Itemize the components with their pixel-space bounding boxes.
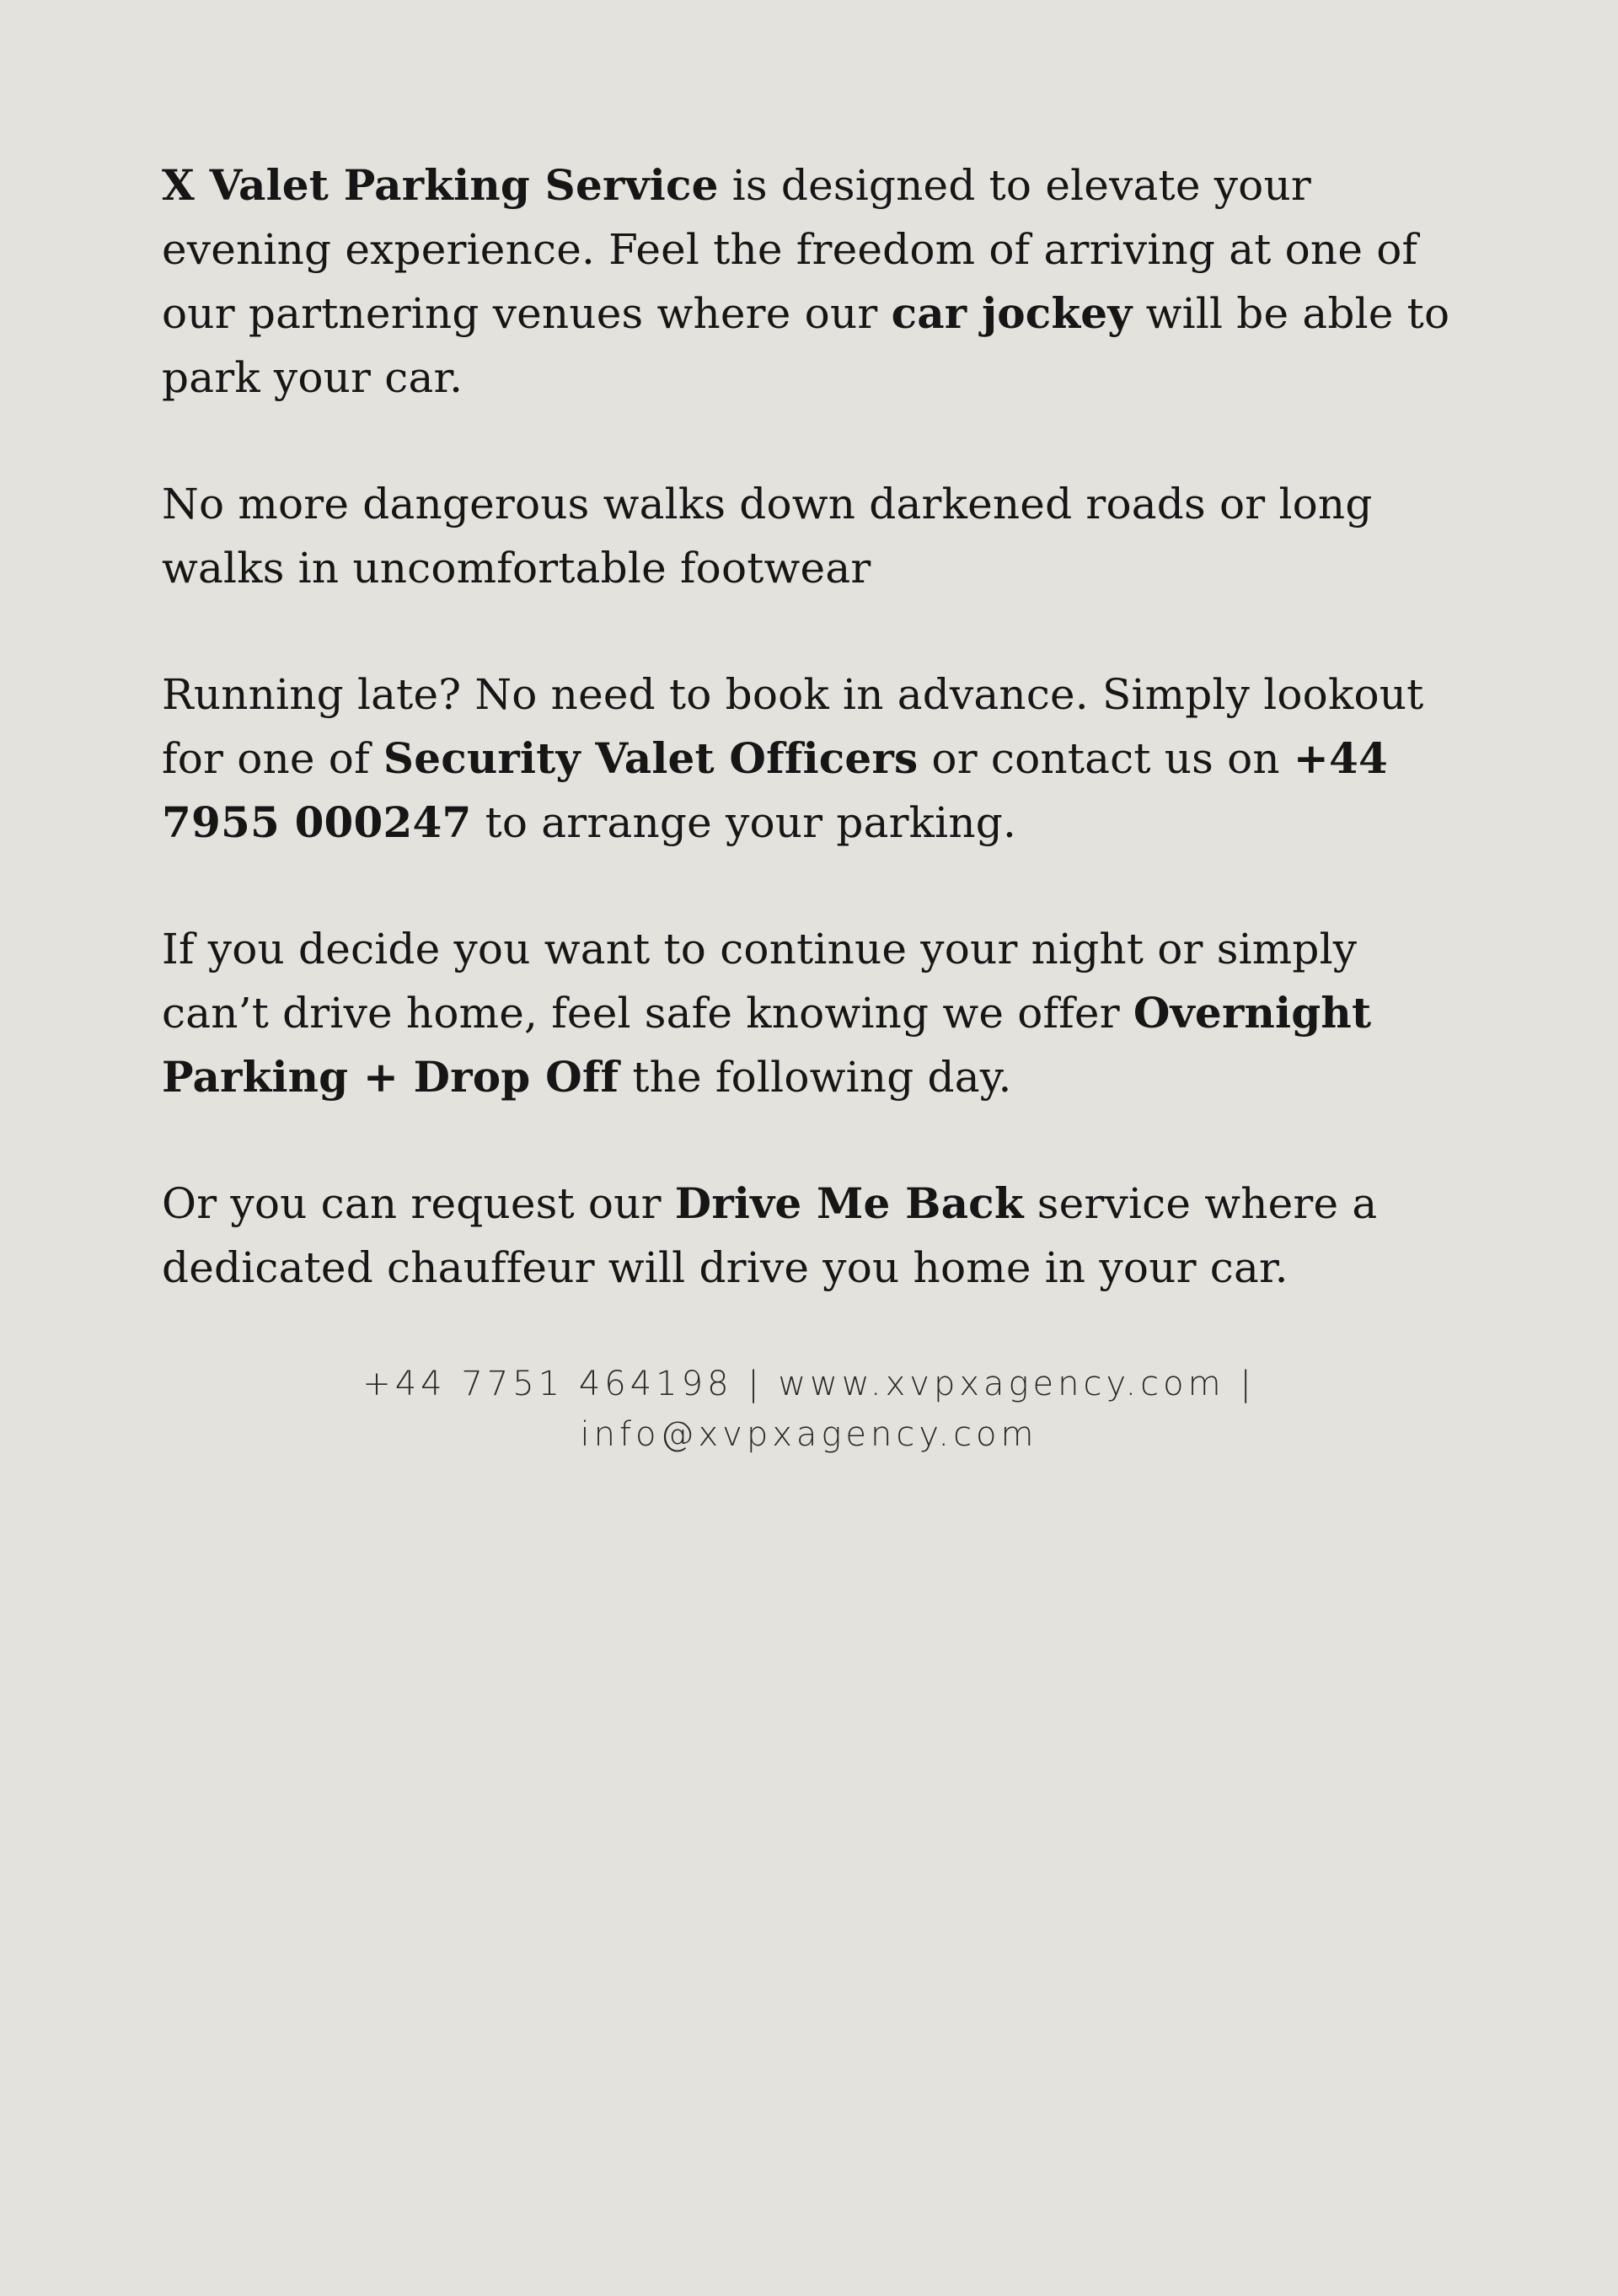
drive-me-back-highlight: Drive Me Back xyxy=(674,1178,1024,1228)
booking-text-mid: or contact us on xyxy=(918,734,1294,783)
overnight-service-highlight: Overnight Parking + Drop Off xyxy=(162,988,1372,1102)
intro-text-end: will be able to park your car. xyxy=(162,289,1450,402)
overnight-text-end: the following day. xyxy=(619,1053,1012,1102)
overnight-paragraph xyxy=(162,917,1476,1109)
intro-text: is designed to elevate your evening experience. Feel the freedom of arriving at one of our partnering venues where our xyxy=(162,161,1418,338)
service-description xyxy=(162,153,1476,1300)
overnight-text: If you decide you want to continue your night or simply can’t drive home, feel safe knowing we offer xyxy=(162,925,1358,1038)
car-jockey-highlight: car jockey xyxy=(891,288,1133,338)
contact-line-email: info@xvpxagency.com xyxy=(580,1415,1038,1454)
contact-footer xyxy=(162,1359,1456,1460)
booking-phone-number: +44 7955 000247 xyxy=(162,733,1388,847)
safety-text: No more dangerous walks down darkened roads or long walks in uncomfortable footwear xyxy=(162,480,1373,593)
booking-text: Running late? No need to book in advance. Simply lookout for one of xyxy=(162,670,1424,783)
drive-back-paragraph xyxy=(162,1172,1476,1300)
intro-paragraph xyxy=(162,153,1476,410)
service-name: X Valet Parking Service xyxy=(162,160,719,210)
drive-back-text: Or you can request our xyxy=(162,1179,675,1228)
safety-paragraph xyxy=(162,472,1476,600)
booking-text-end: to arrange your parking. xyxy=(471,798,1017,847)
contact-line-phone-website: +44 7751 464198 | www.xvpxagency.com | xyxy=(362,1365,1256,1403)
drive-back-text-end: service where a dedicated chauffeur will drive you home in your car. xyxy=(162,1179,1378,1292)
security-officers-highlight: Security Valet Officers xyxy=(383,733,919,783)
booking-paragraph xyxy=(162,663,1476,855)
